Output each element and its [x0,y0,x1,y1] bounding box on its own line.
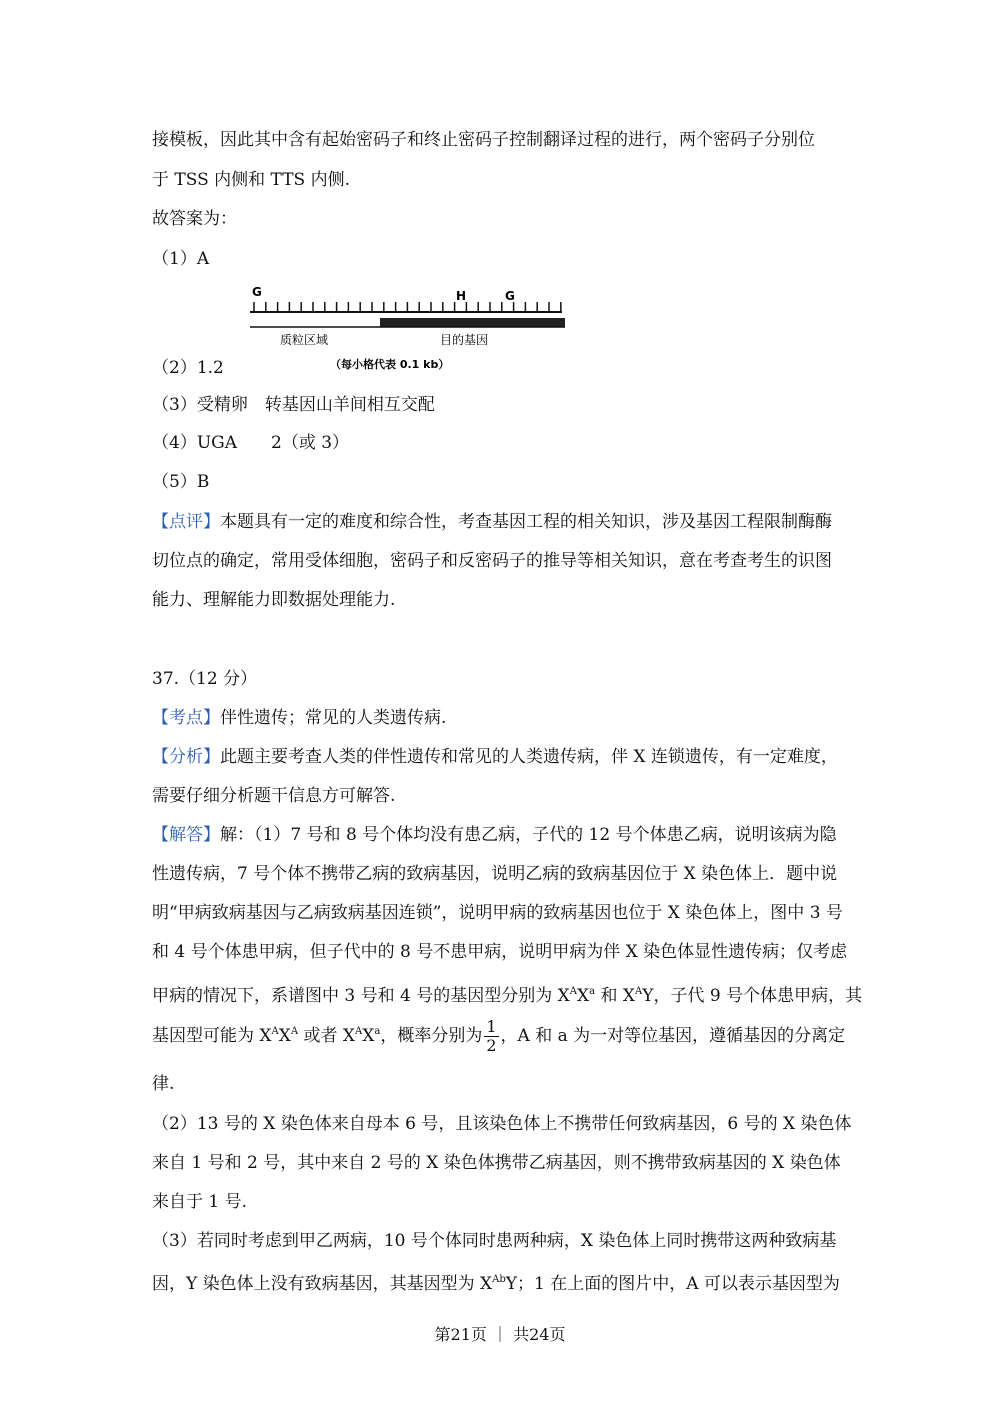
jieda-line-5: 甲病的情况下，系谱图中 3 号和 4 号的基因型分别为 $X^AX^a$ 和 $X^AY$，子代 9 号个体患甲病，其 [152,986,863,1006]
kaodian-tag: 【考点】 [152,708,220,728]
part3-line-2: 因，Y 染色体上没有致病基因，其基因型为 $X^{Ab}Y$；1 在上面的图片中，A 可以表示基因型为 [152,1274,840,1294]
comment-line-1 [152,510,832,534]
figure-region-plasmid: 质粒区域 [280,333,329,347]
figure-label-g2: G [505,289,515,303]
fenxi-line-2: 需要仔细分析题干信息方可解答. [152,786,396,806]
jieda-line-4: 和 4 号个体患甲病，但子代中的 8 号不患甲病，说明甲病为伴 X 染色体显性遗传病；仅考虑 [152,942,848,962]
figure-region-gene: 目的基因 [440,333,489,347]
jieda-line-7: 律. [152,1074,175,1094]
jieda-line-3: 明“甲病致病基因与乙病致病基因连锁”，说明甲病的致病基因也位于 X 染色体上，图中 3 号 [152,903,843,923]
page-line-2: 于 TSS 内侧和 TTS 内侧. [152,170,350,190]
answer-5: （5）B [152,472,210,492]
jieda-line-2: 性遗传病，7 号个体不携带乙病的致病基因，说明乙病的致病基因位于 X 染色体上．题中说 [152,864,838,884]
comment-tag: 【点评】 [152,512,220,532]
page-footer: 第21页 ｜ 共24页 [434,1325,566,1344]
answer-1: （1）A [152,249,210,269]
page-line-1: 接模板，因此其中含有起始密码子和终止密码子控制翻译过程的进行，两个密码子分别位 [152,130,815,150]
fenxi-tag: 【分析】 [152,747,220,767]
part3-line-1: （3）若同时考虑到甲乙两病，10 号个体同时患两种病，X 染色体上同时携带这两种致病基 [152,1231,837,1251]
figure-caption: （每小格代表 0.1 kb） [330,358,450,371]
question-37-title: 37.（12 分） [152,669,258,689]
answer-4: （4）UGA 2（或 3） [152,433,350,453]
jieda-tag: 【解答】 [152,825,220,845]
part2-line-1: （2）13 号的 X 染色体来自母本 6 号，且该染色体上不携带任何致病基因，6 号的 X 染色体 [152,1114,852,1134]
comment-text-1: 本题具有一定的难度和综合性，考查基因工程的相关知识，涉及基因工程限制酶酶 [220,512,832,532]
comment-line-2: 切位点的确定，常用受体细胞，密码子和反密码子的推导等相关知识，意在考查考生的识图 [152,551,832,571]
kaodian-text: 伴性遗传；常见的人类遗传病. [220,708,447,728]
part2-line-2: 来自 1 号和 2 号，其中来自 2 号的 X 染色体携带乙病基因，则不携带致病基因的 X 染色体 [152,1153,841,1173]
answer-2: （2）1.2 [152,358,224,378]
fenxi-line-1 [152,745,838,769]
comment-line-3: 能力、理解能力即数据处理能力. [152,590,396,610]
plasmid-map-figure [240,282,570,374]
jieda-line-6: 基因型可能为 $X^AX^A$ 或者 $X^AX^a$，概率分别为 $\frac{1}{2}$ ，A 和 a 为一对等位基因，遵循基因的分离定 [152,1017,846,1055]
fraction-one-half: $\frac{1}{2}$ [486,1017,497,1055]
jieda-text-1: 解：（1）7 号和 8 号个体均没有患乙病，子代的 12 号个体患乙病，说明该病为隐 [220,825,837,845]
page-line-3: 故答案为： [152,209,237,229]
jieda-line-1 [152,823,837,847]
answer-3: （3）受精卵 转基因山羊间相互交配 [152,395,435,415]
kaodian-line [152,706,446,730]
part2-line-3: 来自于 1 号. [152,1192,248,1212]
figure-label-h: H [456,289,467,303]
fenxi-text-1: 此题主要考查人类的伴性遗传和常见的人类遗传病，伴 X 连锁遗传，有一定难度， [220,747,838,767]
figure-label-g1: G [252,285,262,299]
